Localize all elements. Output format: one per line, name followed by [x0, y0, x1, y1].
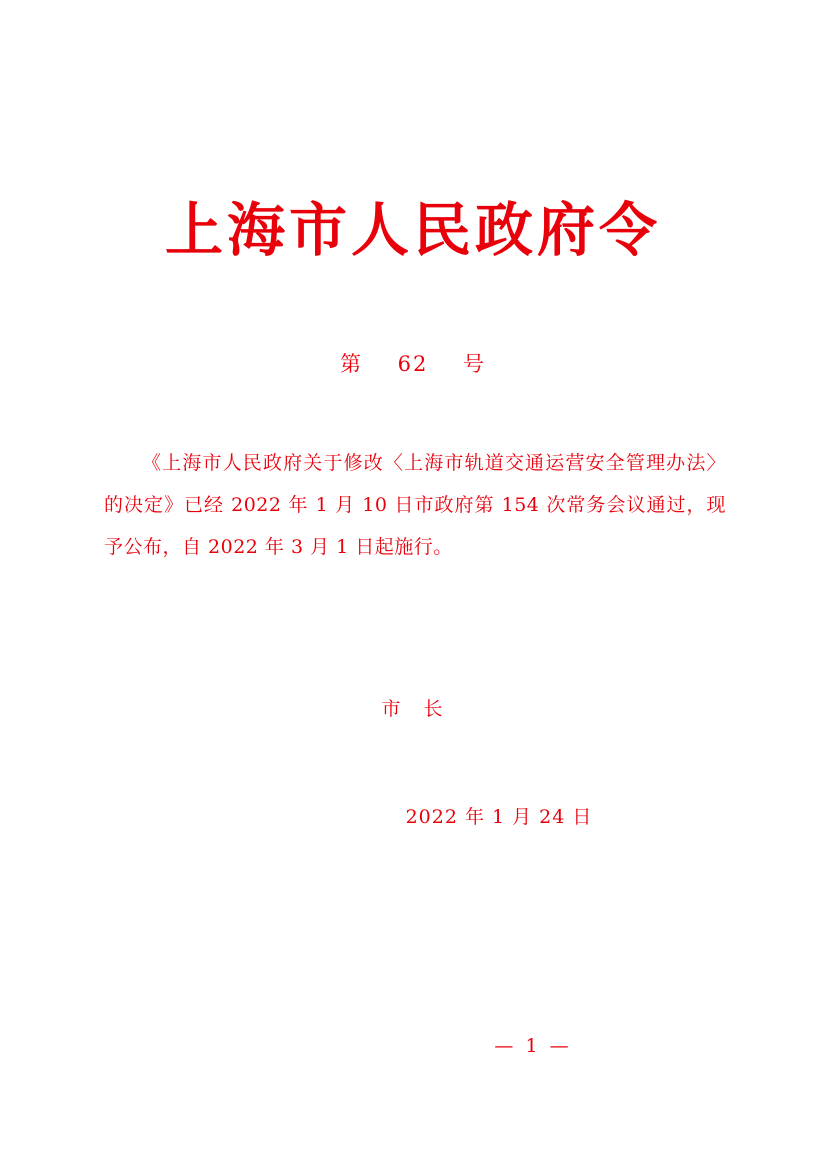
body-paragraph: 《上海市人民政府关于修改〈上海市轨道交通运营安全管理办法〉的决定》已经 2022 年 1 月 10 日市政府第 154 次常务会议通过，现予公布，自 2022 年 3 月 1 日起施行。 — [104, 452, 726, 558]
page-number-footer: — 1 — — [494, 1035, 572, 1057]
decree-number-value: 62 — [397, 352, 429, 376]
page-title: 上海市人民政府令 — [164, 196, 661, 264]
document-body — [104, 442, 726, 568]
signature-date: 2022 年 1 月 24 日 — [405, 806, 593, 828]
decree-number-prefix: 第 — [339, 352, 363, 376]
decree-number-suffix: 号 — [463, 352, 487, 376]
signature-role: 市 长 — [381, 698, 445, 720]
decree-number-line — [0, 348, 826, 378]
